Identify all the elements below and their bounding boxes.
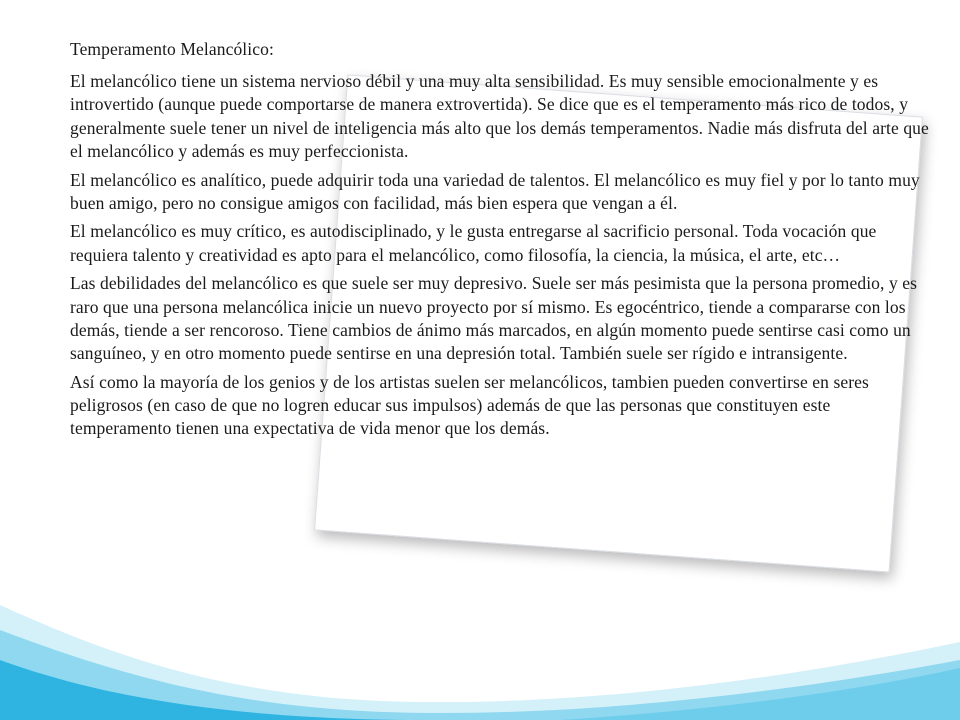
paragraph-3: El melancólico es muy crítico, es autodisciplinado, y le gusta entregarse al sacrificio personal. Toda vocación que requiera talento y creatividad es apto para el melancólico, como filosofía, la ciencia, la música, el arte, etc…	[70, 221, 877, 265]
text-body	[70, 38, 930, 446]
slide-title: Temperamento Melancólico:	[70, 39, 274, 59]
paragraph-4: Las debilidades del melancólico es que suele ser muy depresivo. Suele ser más pesimista que la persona promedio, y es raro que una persona melancólica inicie un nuevo proyecto por sí mismo. Es egocéntrico, tiende a compararse con los demás, tiende a ser rencoroso. Tiene cambios de ánimo más marcados, en algún momento puede sentirse casi como un sanguíneo, y en otro momento puede sentirse en una depresión total. También suele ser rígido e intransigente.	[70, 273, 918, 363]
paragraph-1: El melancólico tiene un sistema nervioso débil y una muy alta sensibilidad. Es muy sensible emocionalmente y es introvertido (aunque puede comportarse de manera extrovertida). Se dice que es el temperamento más rico de todos, y generalmente suele tener un nivel de inteligencia más alto que los demás temperamentos. Nadie más disfruta del arte que el melancólico y además es muy perfeccionista.	[70, 71, 929, 161]
paragraph-5: Así como la mayoría de los genios y de los artistas suelen ser melancólicos, tambien pueden convertirse en seres peligrosos (en caso de que no logren educar sus impulsos) además de que las personas que constituyen este temperamento tienen una expectativa de vida menor que los demás.	[70, 371, 869, 439]
wave-decoration	[0, 550, 960, 720]
paragraph-2: El melancólico es analítico, puede adquirir toda una variedad de talentos. El melancólico es muy fiel y por lo tanto muy buen amigo, pero no consigue amigos con facilidad, más bien espera que vengan a él.	[70, 169, 920, 213]
